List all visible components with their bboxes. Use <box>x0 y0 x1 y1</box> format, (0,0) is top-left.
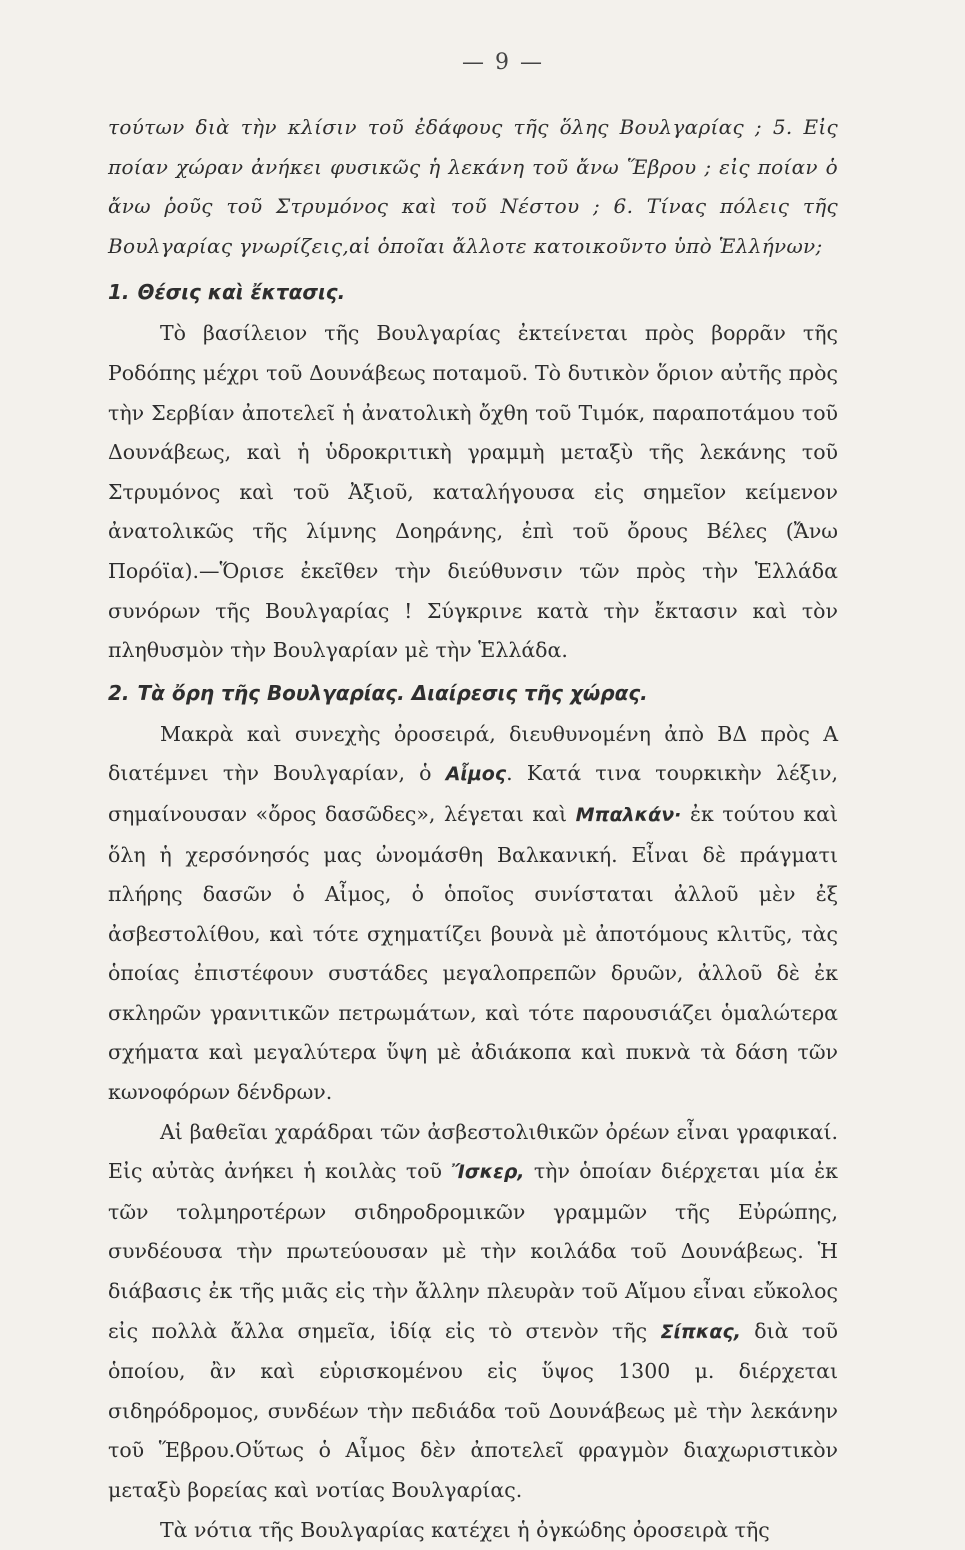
term-balkan: Μπαλκάν· <box>575 803 682 826</box>
term-isker: Ἴσκερ, <box>451 1161 525 1184</box>
text-run: τὴν ὁποίαν διέρχεται μία ἐκ τῶν τολμηροτέρων σιδηροδρομικῶν γραμμῶν τῆς Εὐρώπης, συνδέουσα τὴν πρωτεύουσαν μὲ τὴν κοιλάδα τοῦ Δουνάβεως. Ἡ διάβασις ἐκ τῆς μιᾶς εἰς τὴν ἄλλην πλευρὰν τοῦ Αἵμου εἶναι εὔκολος εἰς πολλὰ ἄλλα σημεῖα, ἰδίᾳ εἰς τὸ στενὸν τῆς <box>108 1159 838 1343</box>
text-run: Μακρὰ καὶ συνεχὴς ὀροσειρά, διευθυνομένη ἀπὸ ΒΔ πρὸς Α διατέμνει τὴν Βουλγαρίαν, ὁ <box>108 721 838 786</box>
section-2-paragraph-2 <box>108 1113 838 1511</box>
text-run: διὰ τοῦ ὁποίου, ἂν καὶ εὑρισκομένου εἰς ὕψος 1300 μ. διέρχεται σιδηρόδρομος, συνδέων τὴν πεδιάδα τοῦ Δουνάβεως μὲ τὴν λεκάνην τοῦ Ἕβρου.Οὕτως ὁ Αἶμος δὲν ἀποτελεῖ φραγμὸν διαχωριστικὸν μεταξὺ βορείας καὶ νοτίας Βουλγαρίας. <box>108 1318 838 1502</box>
text-run: . Κατά τινα τουρκικὴν λέξιν, σημαίνουσαν «ὄρος δασῶδες», λέγεται καὶ <box>108 761 838 826</box>
text-run: ἐκ τούτου καὶ ὅλη ἡ χερσόνησός μας ὠνομάσθη Βαλκανική. Εἶναι δὲ πράγματι πλήρης δασῶν ὁ Αἶμος, ὁ ὁποῖος συνίσταται ἀλλοῦ μὲν ἐξ ἀσβεστολίθου, καὶ τότε σχηματίζει βουνὰ μὲ ἀποτόμους κλιτῦς, τὰς ὁποίας ἐπιστέφουν συστάδες μεγαλοπρεπῶν δρυῶν, ἀλλοῦ δὲ ἐκ σκληρῶν γρανιτικῶν πετρωμάτων, καὶ τότε παρουσιάζει ὁμαλώτερα σχήματα καὶ μεγαλύτερα ὕψη μὲ ἀδιάκοπα καὶ πυκνὰ τὰ δάση τῶν κωνοφόρων δένδρων. <box>108 801 838 1105</box>
section-1-heading <box>108 270 838 314</box>
book-page <box>108 0 848 1542</box>
page-number: — 9 — <box>462 50 544 75</box>
section-2-heading <box>108 671 838 715</box>
term-sipka: Σίπκας, <box>660 1320 741 1343</box>
section-2-number: 2. <box>108 680 130 705</box>
section-2-paragraph-3: Τὰ νότια τῆς Βουλγαρίας κατέχει ἡ ὀγκώδης ὀροσειρὰ τῆς <box>160 1517 770 1542</box>
section-2-title: Τὰ ὄρη τῆς Βουλγαρίας. Διαίρεσις τῆς χώρας. <box>137 680 648 705</box>
text-run: Αἱ βαθεῖαι χαράδραι τῶν ἀσβεστολιθικῶν ὀρέων εἶναι γραφικαί. Εἰς αὐτὰς ἀνήκει ἡ κοιλὰς τοῦ <box>108 1119 838 1184</box>
section-1-number: 1. <box>108 280 130 305</box>
intro-paragraph: τούτων διὰ τὴν κλίσιν τοῦ ἐδάφους τῆς ὅλης Βουλγαρίας ; 5. Εἰς ποίαν χώραν ἀνήκει φυσικῶς ἡ λεκάνη τοῦ ἄνω Ἕβρου ; εἰς ποίαν ὁ ἄνω ῥοῦς τοῦ Στρυμόνος καὶ τοῦ Νέστου ; 6. Τίνας πόλεις τῆς Βουλγαρίας γνωρίζεις,αἱ ὁποῖαι ἄλλοτε κατοικοῦντο ὑπὸ Ἑλλήνων; <box>108 115 838 258</box>
term-aimos: Αἶμος <box>445 763 507 786</box>
section-1-title: Θέσις καὶ ἔκτασις. <box>137 280 346 305</box>
page-content <box>108 108 838 1550</box>
section-2-paragraph-1 <box>108 715 838 1113</box>
section-1-paragraph: Τὸ βασίλειον τῆς Βουλγαρίας ἐκτείνεται πρὸς βορρᾶν τῆς Ροδόπης μέχρι τοῦ Δουνάβεως ποταμοῦ. Τὸ δυτικὸν ὅριον αὐτῆς πρὸς τὴν Σερβίαν ἀποτελεῖ ἡ ἀνατολικὴ ὄχθη τοῦ Τιμόκ, παραποτάμου τοῦ Δουνάβεως, καὶ ἡ ὑδροκριτικὴ γραμμὴ μεταξὺ τῆς λεκάνης τοῦ Στρυμόνος καὶ τοῦ Ἀξιοῦ, καταλήγουσα εἰς σημεῖον κείμενον ἀνατολικῶς τῆς λίμνης Δοηράνης, ἐπὶ τοῦ ὄρους Βέλες (Ἄνω Πορόϊα).—Ὅρισε ἐκεῖθεν τὴν διεύθυνσιν τῶν πρὸς τὴν Ἑλλάδα συνόρων τῆς Βουλγαρίας ! Σύγκρινε κατὰ τὴν ἔκτασιν καὶ τὸν πληθυσμὸν τὴν Βουλγαρίαν μὲ τὴν Ἑλλάδα. <box>108 321 838 663</box>
